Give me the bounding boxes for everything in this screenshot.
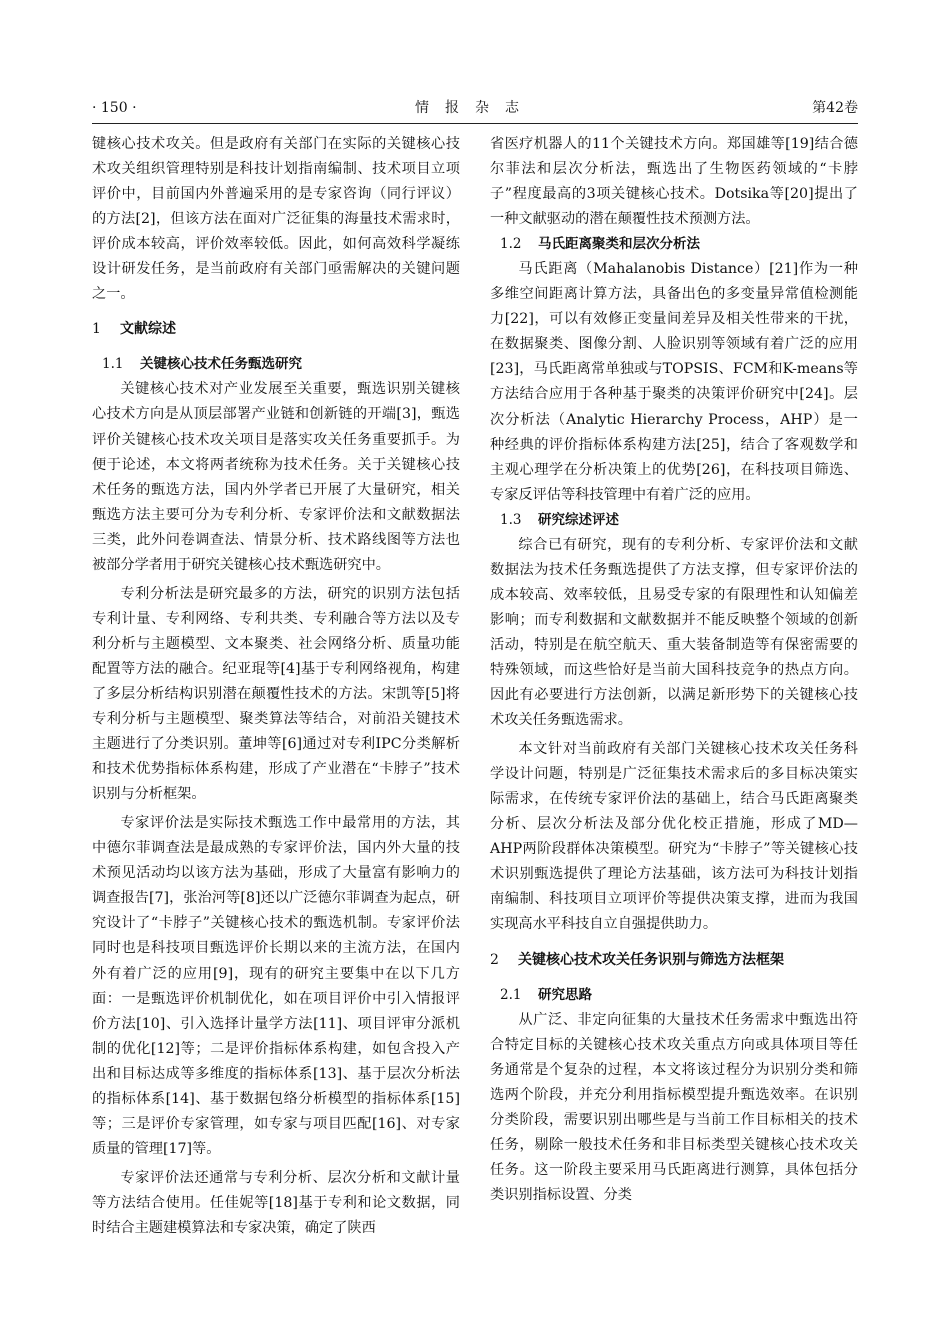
left-column <box>92 132 460 1241</box>
running-header <box>92 98 858 120</box>
paragraph: 专利分析法是研究最多的方法，研究的识别方法包括专利计量、专利网络、专利共类、专利融合等方法以及专利分析与主题模型、文本聚类、社会网络分析、质量功能配置等方法的融合。纪亚琨等[4]基于专利网络视角，构建了多层分析结构识别潜在颠覆性技术的方法。宋凯等[5]将专利分析与主题模型、聚类算法等结合，对前沿关键技术主题进行了分类识别。董坤等[6]通过对专利IPC分类解析和技术优势指标体系构建，形成了产业潜在“卡脖子”技术识别与分析框架。 <box>92 585 460 803</box>
section-number: 1 <box>92 321 101 338</box>
right-column <box>490 132 858 1208</box>
paragraph: 从广泛、非定向征集的大量技术任务需求中甄选出符合特定目标的关键核心技术攻关重点方向或具体项目等任务通常是个复杂的过程，本文将该过程分为识别分类和筛选两个阶段，并充分利用指标模型提升甄选效率。在识别分类阶段，需要识别出哪些是与当前工作目标相关的技术任务，剔除一般技术任务和非目标类型关键核心技术攻关任务。这一阶段主要采用马氏距离进行测算，具体包括分类识别指标设置、分类 <box>490 1011 858 1203</box>
paragraph: 键核心技术攻关。但是政府有关部门在实际的关键核心技术攻关组织管理特别是科技计划指南编制、技术项目立项评价中，目前国内外普遍采用的是专家咨询（同行评议）的方法[2]，但该方法在面对广泛征集的海量技术需求时，评价成本较高，评价效率较低。因此，如何高效科学凝练设计研发任务，是当前政府有关部门亟需解决的关键问题之一。 <box>92 136 460 303</box>
page-number: · 150 · <box>92 100 137 116</box>
subsection-number: 1.1 <box>102 356 124 373</box>
section-heading <box>92 317 460 342</box>
paragraph: 综合已有研究，现有的专利分析、专家评价法和文献数据法为技术任务甄选提供了方法支撑，但专家评价法的成本较高、效率较低，且易受专家的有限理性和认知偏差影响；而专利数据和文献数据并不能反映整个领域的创新活动，特别是在航空航天、重大装备制造等有保密需要的特殊领域，而这些恰好是当前大国科技竞争的热点方向。因此有必要进行方法创新，以满足新形势下的关键核心技术攻关任务甄选需求。 <box>490 536 858 729</box>
subsection-heading <box>490 983 858 1008</box>
subsection-title: 研究思路 <box>538 986 592 1003</box>
paragraph: 专家评价法还通常与专利分析、层次分析和文献计量等方法结合使用。任佳妮等[18]基于专利和论文数据，同时结合主题建模算法和专家决策，确定了陕西 <box>92 1169 460 1236</box>
section-title: 关键核心技术攻关任务识别与筛选方法框架 <box>518 951 784 968</box>
paragraph: 马氏距离（Mahalanobis Distance）[21]作为一种多维空间距离计算方法，具备出色的多变量异常值检测能力[22]，可以有效修正变量间差异及相关性带来的干扰，在数据聚类、图像分割、人脸识别等领域有着广泛的应用[23]，马氏距离常单独或与TOPSIS、FCM和K-means等方法结合应用于各种基于聚类的决策评价研究中[24]。层次分析法（Analytic Hierarchy Process，AHP）是一种经典的评价指标体系构建方法[25]，结合了客观数学和主观心理学在分析决策上的优势[26]，在科技项目筛选、专家反评估等科技管理中有着广泛的应用。 <box>490 261 858 503</box>
subsection-heading <box>490 232 858 257</box>
paragraph: 专家评价法是实际技术甄选工作中最常用的方法，其中德尔菲调查法是最成熟的专家评价法，国内外大量的技术预见活动均以该方法为基础，形成了大量富有影响力的调查报告[7]，张治河等[8]还以广泛德尔菲调查为起点，研究设计了“卡脖子”关键核心技术的甄选机制。专家评价法同时也是科技项目甄选评价长期以来的主流方法，在国内外有着广泛的应用[9]，现有的研究主要集中在以下几方面：一是甄选评价机制优化，如在项目评价中引入情报评价方法[10]、引入选择计量学方法[11]、项目评审分派机制的优化[12]等；二是评价指标体系构建，如包含投入产出和目标达成等多维度的指标体系[13]、基于层次分析法的指标体系[14]、基于数据包络分析模型的指标体系[15]等；三是评价专家管理，如专家与项目匹配[16]、对专家质量的管理[17]等。 <box>92 815 460 1157</box>
subsection-heading <box>490 508 858 533</box>
section-title: 文献综述 <box>120 321 176 338</box>
subsection-number: 1.3 <box>500 511 522 528</box>
subsection-title: 马氏距离聚类和层次分析法 <box>538 236 700 253</box>
header-rule <box>92 123 858 124</box>
subsection-number: 1.2 <box>500 236 522 253</box>
paragraph: 关键核心技术对产业发展至关重要，甄选识别关键核心技术方向是从顶层部署产业链和创新链的开端[3]，甄选评价关键核心技术攻关项目是落实攻关任务重要抓手。为便于论述，本文将两者统称为技术任务。关于关键核心技术任务的甄选方法，国内外学者已开展了大量研究，相关甄选方法主要可分为专利分析、专家评价法和文献数据法三类，此外问卷调查法、情景分析、技术路线图等方法也被部分学者用于研究关键核心技术甄选研究中。 <box>92 381 460 573</box>
subsection-heading <box>92 352 460 377</box>
paragraph: 省医疗机器人的11个关键技术方向。郑国雄等[19]结合德尔菲法和层次分析法，甄选出了生物医药领域的“卡脖子”程度最高的3项关键核心技术。Dotsika等[20]提出了一种文献驱动的潜在颠覆性技术预测方法。 <box>490 136 858 228</box>
paragraph: 本文针对当前政府有关部门关键核心技术攻关任务科学设计问题，特别是广泛征集技术需求后的多目标决策实际需求，在传统专家评价法的基础上，结合马氏距离聚类分析、层次分析法及部分优化校正措施，形成了MD—AHP两阶段群体决策模型。研究为“卡脖子”等关键核心技术识别甄选提供了理论方法基础，该方法可为科技计划指南编制、科技项目立项评价等提供决策支撑，进而为我国实现高水平科技自立自强提供助力。 <box>490 741 858 933</box>
volume-label: 第42卷 <box>812 100 858 116</box>
subsection-number: 2.1 <box>500 986 522 1003</box>
section-number: 2 <box>490 951 499 968</box>
subsection-title: 研究综述评述 <box>538 511 619 528</box>
subsection-title: 关键核心技术任务甄选研究 <box>140 356 302 373</box>
section-heading <box>490 948 858 973</box>
journal-name: 情报杂志 <box>415 100 535 116</box>
